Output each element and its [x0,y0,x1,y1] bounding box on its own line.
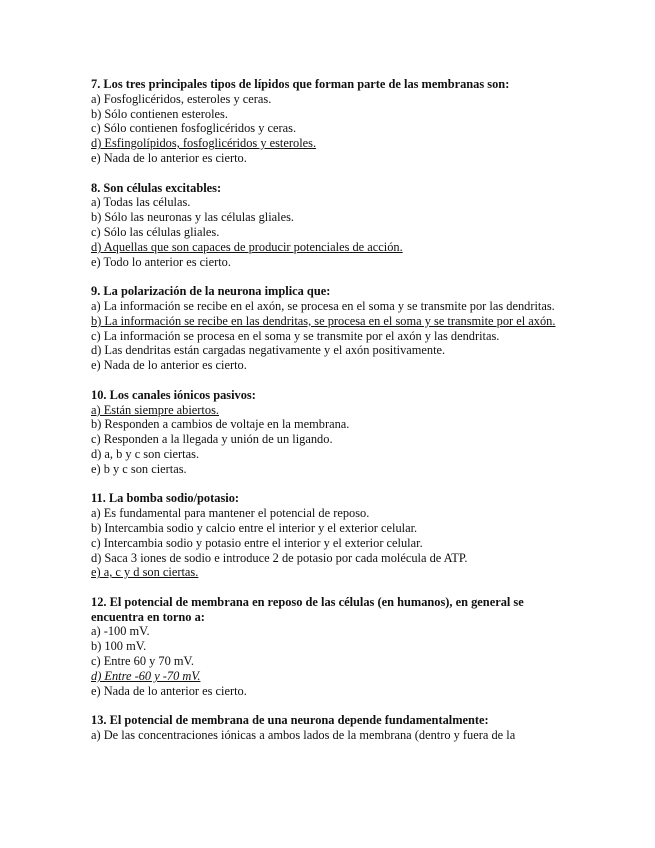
option-c: c) Entre 60 y 70 mV. [91,654,195,669]
option-a: a) -100 mV. [91,624,150,639]
option-d-correct: d) Esfingolípidos, fosfoglicéridos y esteroles. [91,136,317,151]
option-e: e) b y c son ciertas. [91,461,187,476]
question-title: 11. La bomba sodio/potasio: [91,491,240,506]
question-8 [91,181,561,270]
question-13 [91,713,561,743]
option-b: b) Intercambia sodio y calcio entre el interior y el exterior celular. [91,520,418,535]
question-7 [91,77,561,166]
option-a-correct: a) Están siempre abiertos. [91,402,219,417]
option-b: b) 100 mV. [91,639,147,654]
option-d-correct: d) Aquellas que son capaces de producir potenciales de acción. [91,239,403,254]
option-a: a) Es fundamental para mantener el potencial de reposo. [91,506,370,521]
question-12 [91,595,561,699]
option-d: d) a, b y c son ciertas. [91,446,200,461]
option-c: c) La información se procesa en el soma y se transmite por el axón y las dendritas. [91,328,500,343]
option-c: c) Sólo las células gliales. [91,224,220,239]
option-d: d) Saca 3 iones de sodio e introduce 2 de potasio por cada molécula de ATP. [91,550,468,565]
question-10 [91,388,561,477]
question-title: 13. El potencial de membrana de una neurona depende fundamentalmente: [91,713,489,728]
question-11 [91,491,561,580]
option-c: c) Responden a la llegada y unión de un ligando. [91,432,333,447]
question-title: 10. Los canales iónicos pasivos: [91,387,256,402]
option-e: e) Nada de lo anterior es cierto. [91,358,247,373]
option-c: c) Intercambia sodio y potasio entre el interior y el exterior celular. [91,535,423,550]
option-e: e) Todo lo anterior es cierto. [91,254,231,269]
option-c: c) Sólo contienen fosfoglicéridos y ceras. [91,121,297,136]
question-9 [91,284,561,373]
document-page [91,77,561,758]
option-a: a) La información se recibe en el axón, se procesa en el soma y se transmite por las dendritas. [91,298,555,313]
option-e: e) Nada de lo anterior es cierto. [91,150,247,165]
option-b-correct: b) La información se recibe en las dendritas, se procesa en el soma y se transmite por el axón. [91,313,556,328]
question-title: 9. La polarización de la neurona implica que: [91,284,331,299]
option-e-correct: e) a, c y d son ciertas. [91,565,199,580]
option-d-correct: d) Entre -60 y -70 mV. [91,668,201,683]
option-a: a) De las concentraciones iónicas a ambos lados de la membrana (dentro y fuera de la [91,728,516,743]
option-a: a) Todas las células. [91,195,191,210]
question-title: 7. Los tres principales tipos de lípidos que forman parte de las membranas son: [91,77,510,91]
option-e: e) Nada de lo anterior es cierto. [91,683,247,698]
option-a: a) Fosfoglicéridos, esteroles y ceras. [91,91,272,106]
option-b: b) Sólo contienen esteroles. [91,106,228,121]
option-b: b) Responden a cambios de voltaje en la membrana. [91,417,350,432]
question-title: 8. Son células excitables: [91,180,222,195]
option-d: d) Las dendritas están cargadas negativamente y el axón positivamente. [91,343,446,358]
option-b: b) Sólo las neuronas y las células gliales. [91,210,295,225]
question-title: 12. El potencial de membrana en reposo de las células (en humanos), en general se encuentra en torno a: [91,594,524,624]
